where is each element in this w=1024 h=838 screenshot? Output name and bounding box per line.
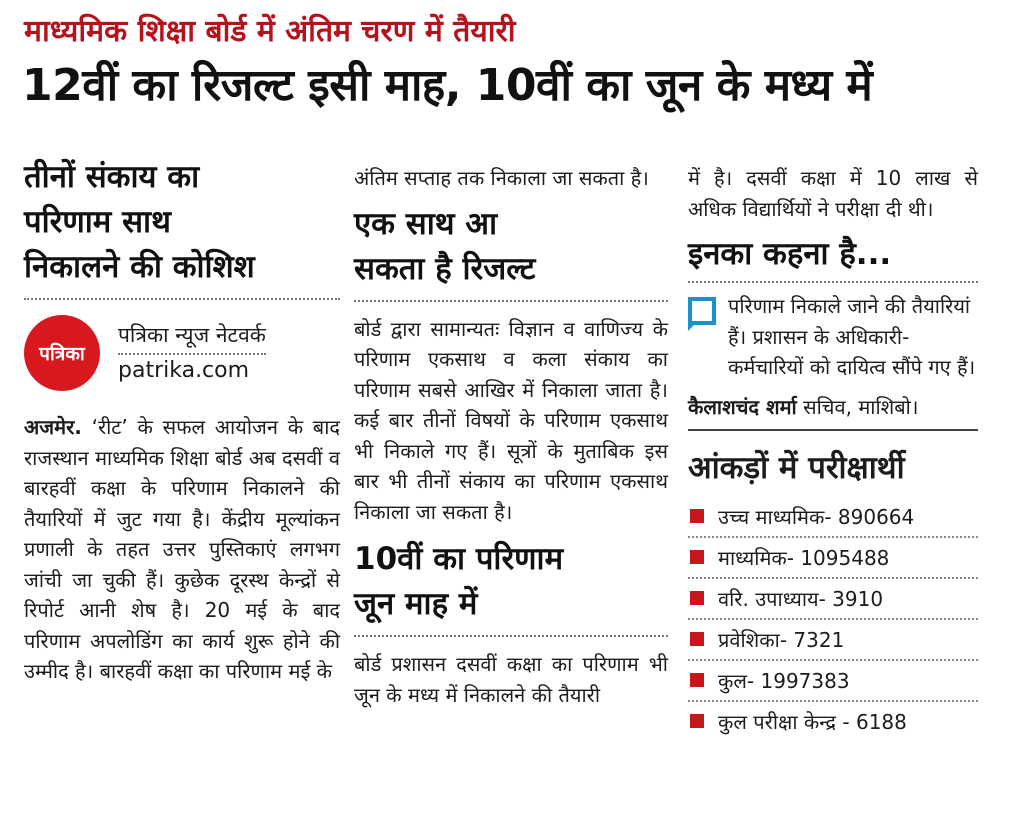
- col2-subhead1-line: एक साथ आ: [354, 205, 498, 242]
- dateline: अजमेर.: [24, 415, 82, 439]
- stat-text: उच्च माध्यमिक- 890664: [718, 504, 915, 529]
- stat-item: [688, 620, 978, 661]
- col1-subhead-line: निकालने की कोशिश: [24, 249, 255, 285]
- stat-item: [688, 702, 978, 741]
- col2-body-mid: बोर्ड द्वारा सामान्यतः विज्ञान व वाणिज्य के परिणाम एकसाथ व कला संकाय का परिणाम सबसे आखिर में निकाला जाता है। कई बार तीनों विषयों के परिणाम एकसाथ भी निकाले गए हैं। सूत्रों के मुताबिक इस बार भी तीनों संकाय का परिणाम एकसाथ निकाला जा सकता है।: [354, 316, 668, 524]
- main-headline: 12वीं का रिजल्ट इसी माह, 10वीं का जून के मध्य में: [22, 60, 873, 111]
- stat-item: [688, 538, 978, 579]
- stat-text: कुल परीक्षा केन्द्र - 6188: [718, 709, 907, 734]
- col2-body-bottom: बोर्ड प्रशासन दसवीं कक्षा का परिणाम भी जून के मध्य में निकालने की तैयारी: [354, 652, 668, 707]
- bullet-square-icon: [690, 509, 704, 523]
- bullet-square-icon: [690, 632, 704, 646]
- quote-text: परिणाम निकाले जाने की तैयारियां हैं। प्रशासन के अधिकारी-कर्मचारियों को दायित्व सौंपे गए हैं।: [728, 294, 976, 379]
- col1-body: [24, 412, 340, 687]
- column-2: [354, 163, 668, 710]
- col2-subhead2-line: जून माह में: [354, 586, 478, 622]
- col2-subhead1-block: [354, 202, 668, 302]
- col3-body-top: में है। दसवीं कक्षा में 10 लाख से अधिक विद्यार्थियों ने परीक्षा दी थी।: [688, 166, 978, 221]
- quote-icon: [688, 297, 716, 327]
- byline-site: patrika.com: [118, 358, 250, 383]
- stat-text: माध्यमिक- 1095488: [718, 545, 890, 570]
- col2-subhead2-line: 10वीं का परिणाम: [354, 541, 564, 577]
- stat-text: वरि. उपाध्याय- 3910: [718, 586, 884, 611]
- col1-subhead-line: परिणाम साथ: [24, 204, 171, 240]
- byline-text: [118, 319, 266, 387]
- col1-subhead-line: तीनों संकाय का: [24, 159, 200, 195]
- stat-text: कुल- 1997383: [718, 668, 850, 693]
- col1-subhead-block: [24, 155, 340, 300]
- stat-item: [688, 661, 978, 702]
- stat-text: प्रवेशिका- 7321: [718, 627, 845, 652]
- quote-block: [688, 291, 978, 383]
- col2-subhead2-block: [354, 537, 668, 637]
- quote-signature: [688, 391, 978, 431]
- stat-item: [688, 579, 978, 620]
- byline: [24, 300, 340, 406]
- stats-title: आंकड़ों में परीक्षार्थी: [688, 449, 905, 486]
- quote-heading: इनका कहना है...: [688, 232, 978, 283]
- col1-body-text: ‘रीट’ के सफल आयोजन के बाद राजस्थान माध्यमिक शिक्षा बोर्ड अब दसवीं व बारहवीं कक्षा के परिणाम निकालने की तैयारियों में जुट गया है। केंद्रीय मूल्यांकन प्रणाली के तहत उत्तर पुस्तिकाएं लगभग जांची जा चुकी हैं। कुछेक दूरस्थ केन्द्रों से रिपोर्ट आनी शेष है। 20 मई के बाद परिणाम अपलोडिंग का कार्य शुरू होने की उम्मीद है। बारहवीं कक्षा का परिणाम मई के: [24, 415, 340, 683]
- stat-item: [688, 497, 978, 538]
- bullet-square-icon: [690, 591, 704, 605]
- bullet-square-icon: [690, 714, 704, 728]
- col2-body-top: अंतिम सप्ताह तक निकाला जा सकता है।: [354, 166, 649, 190]
- col2-subhead1-line: सकता है रिजल्ट: [354, 247, 668, 302]
- bullet-square-icon: [690, 550, 704, 564]
- signatory-name: कैलाशचंद शर्मा: [688, 394, 797, 419]
- stats-list: [688, 497, 978, 741]
- bullet-square-icon: [690, 673, 704, 687]
- signatory-role: सचिव, माशिबो।: [803, 394, 919, 419]
- column-1: [24, 155, 340, 687]
- byline-source: पत्रिका न्यूज नेटवर्क: [118, 319, 266, 355]
- kicker-headline: माध्यमिक शिक्षा बोर्ड में अंतिम चरण में तैयारी: [24, 14, 516, 49]
- column-3: [688, 163, 978, 741]
- patrika-logo: पत्रिका: [24, 315, 100, 391]
